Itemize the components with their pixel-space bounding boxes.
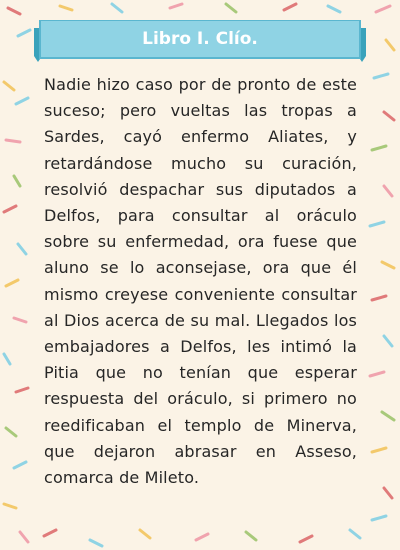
confetti-piece [372, 516, 386, 520]
confetti-piece [4, 206, 16, 212]
page-title: Libro I. Clío. [142, 29, 258, 49]
confetti-piece [6, 280, 18, 286]
confetti-piece [18, 244, 26, 254]
confetti-piece [382, 262, 394, 268]
confetti-piece [384, 336, 392, 346]
confetti-piece [328, 6, 340, 12]
confetti-piece [8, 8, 20, 14]
confetti-piece [14, 318, 26, 322]
confetti-piece [196, 534, 208, 540]
confetti-piece [350, 530, 360, 538]
confetti-piece [370, 372, 384, 376]
confetti-piece [90, 540, 102, 546]
confetti-piece [386, 40, 394, 50]
confetti-piece [384, 488, 392, 498]
confetti-piece [4, 82, 14, 90]
body-paragraph: Nadie hizo caso por de pronto de este suceso; pero vueltas las tropas a Sardes, cayó enfermo Aliates, y retardándose mucho su curación, resolvió despachar sus diputados a Delfos, para consultar al oráculo sobre su enfermedad, ora fuese que aluno se lo aconsejase, ora que él mismo creyese conveniente consultar al Dios acerca de su mal. Llegados los embajadores a Delfos, les intimó la Pitia que no tenían que esperar respuesta del oráculo, si primero no reedificaban el templo de Minerva, que dejaron abrasar en Asseso, comarca de Mileto. [44, 75, 357, 488]
confetti-piece [246, 532, 256, 540]
confetti-piece [14, 176, 20, 186]
confetti-piece [384, 186, 392, 196]
confetti-piece [140, 530, 150, 538]
confetti-piece [6, 140, 20, 142]
confetti-piece [14, 462, 26, 468]
confetti-piece [300, 536, 312, 542]
confetti-piece [284, 4, 296, 10]
confetti-piece [20, 532, 28, 542]
confetti-piece [376, 6, 390, 12]
confetti-piece [372, 296, 386, 300]
confetti-piece [6, 428, 16, 436]
confetti-piece [372, 146, 386, 150]
confetti-piece [384, 112, 394, 120]
confetti-piece [170, 4, 182, 8]
confetti-piece [374, 74, 388, 78]
confetti-piece [16, 98, 28, 104]
confetti-piece [382, 412, 394, 420]
confetti-piece [226, 4, 236, 12]
confetti-piece [372, 448, 386, 452]
confetti-piece [370, 222, 384, 226]
confetti-piece [4, 354, 10, 364]
confetti-piece [44, 530, 56, 536]
confetti-piece [18, 30, 30, 36]
confetti-piece [112, 4, 122, 12]
confetti-piece [4, 504, 16, 508]
title-banner [34, 20, 366, 64]
confetti-piece [16, 388, 28, 392]
confetti-piece [60, 6, 72, 10]
